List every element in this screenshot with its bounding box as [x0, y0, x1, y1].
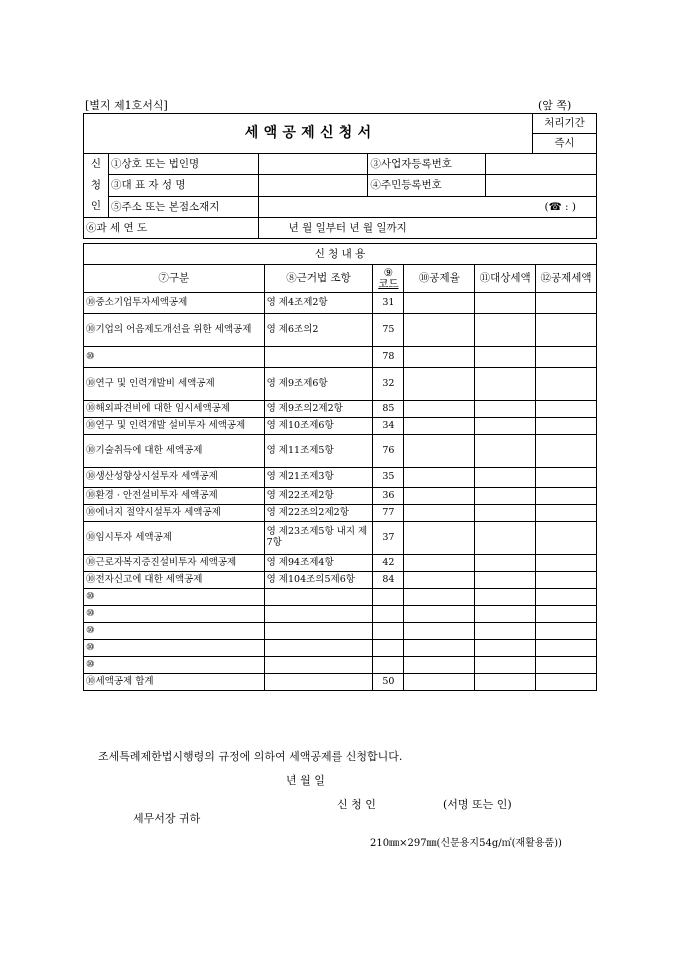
credit-code	[373, 657, 404, 674]
credit-rate-field[interactable]	[404, 623, 475, 640]
credit-basis	[264, 657, 373, 674]
business-reg-no-label: ③사업자등록번호	[368, 154, 486, 175]
credit-category: ⑩해외파견비에 대한 임시세액공제	[84, 401, 265, 418]
credit-basis	[264, 347, 373, 368]
applicant-signature-label: 신 청 인	[337, 798, 376, 811]
credit-amount-field[interactable]	[536, 314, 597, 347]
credit-row	[84, 314, 597, 347]
credit-rate-field[interactable]	[404, 418, 475, 435]
credit-amount-field[interactable]	[536, 293, 597, 314]
credit-target-field[interactable]	[475, 505, 536, 522]
credit-target-field[interactable]	[475, 623, 536, 640]
section-title: 신 청 내 용	[84, 244, 597, 265]
credit-target-field[interactable]	[475, 401, 536, 418]
credit-category: ⑩	[84, 347, 265, 368]
credit-basis	[264, 589, 373, 606]
credit-basis: 영 제23조제5항 내지 제7항	[264, 522, 373, 555]
credit-row	[84, 674, 597, 691]
credit-basis	[264, 606, 373, 623]
credit-code: 75	[373, 314, 404, 347]
col-category: ⑦구분	[84, 265, 265, 293]
credit-amount-field[interactable]	[536, 488, 597, 505]
credit-row	[84, 435, 597, 468]
credit-target-field[interactable]	[475, 293, 536, 314]
credit-row	[84, 640, 597, 657]
credit-code: 84	[373, 572, 404, 589]
credit-amount-field[interactable]	[536, 606, 597, 623]
credit-amount-field[interactable]	[536, 640, 597, 657]
credit-category: ⑩	[84, 657, 265, 674]
credit-code	[373, 623, 404, 640]
credit-row	[84, 293, 597, 314]
phone-label: (☎ : )	[544, 200, 576, 213]
credit-code: 36	[373, 488, 404, 505]
credit-category: ⑩	[84, 589, 265, 606]
credit-basis: 영 제104조의5제6항	[264, 572, 373, 589]
application-date[interactable]: 년 월 일	[286, 774, 325, 787]
credit-category: ⑩	[84, 623, 265, 640]
representative-name-label: ③대 표 자 성 명	[108, 175, 258, 196]
credit-basis	[264, 640, 373, 657]
credit-category: ⑩연구 및 인력개발비 세액공제	[84, 368, 265, 401]
credit-basis: 영 제4조제2항	[264, 293, 373, 314]
credit-code: 76	[373, 435, 404, 468]
credit-category: ⑩세액공제 합계	[84, 674, 265, 691]
application-statement: 조세특례제한법시행령의 규정에 의하여 세액공제를 신청합니다.	[98, 750, 403, 763]
credit-target-field[interactable]	[475, 606, 536, 623]
credit-row	[84, 347, 597, 368]
credit-row	[84, 606, 597, 623]
credit-category: ⑩생산성향상시설투자 세액공제	[84, 468, 265, 488]
credit-target-field[interactable]	[475, 488, 536, 505]
col-target-tax: ⑪대상세액	[475, 265, 536, 293]
credit-code: 31	[373, 293, 404, 314]
credit-row	[84, 401, 597, 418]
resident-reg-no-label: ④주민등록번호	[368, 175, 486, 196]
credit-row	[84, 418, 597, 435]
credit-rate-field[interactable]	[404, 347, 475, 368]
applicant-side-label: 신 청 인	[84, 154, 109, 218]
credit-rate-field[interactable]	[404, 401, 475, 418]
credit-amount-field[interactable]	[536, 347, 597, 368]
address-label: ⑤주소 또는 본점소재지	[108, 196, 258, 217]
address-field[interactable]	[258, 196, 596, 217]
credit-rate-field[interactable]	[404, 555, 475, 572]
company-name-label: ①상호 또는 법인명	[108, 154, 258, 175]
credit-rate-field[interactable]	[404, 368, 475, 401]
credit-amount-field[interactable]	[536, 468, 597, 488]
credit-basis	[264, 674, 373, 691]
col-credit-amount: ⑫공제세액	[536, 265, 597, 293]
credit-rate-field[interactable]	[404, 657, 475, 674]
credit-code: 34	[373, 418, 404, 435]
credit-target-field[interactable]	[475, 418, 536, 435]
credit-category: ⑩	[84, 640, 265, 657]
credit-row	[84, 522, 597, 555]
processing-period-label: 처리기간	[533, 114, 597, 134]
credit-target-field[interactable]	[475, 368, 536, 401]
page-side-label: (앞 쪽)	[538, 99, 572, 112]
credit-target-field[interactable]	[475, 468, 536, 488]
credit-category: ⑩환경 · 안전설비투자 세액공제	[84, 488, 265, 505]
credit-category: ⑩근로자복지증진설비투자 세액공제	[84, 555, 265, 572]
col-basis: ⑧근거법 조항	[264, 265, 373, 293]
credit-amount-field[interactable]	[536, 435, 597, 468]
paper-spec: 210㎜×297㎜(신문용지54g/㎡(재활용품))	[370, 838, 562, 849]
business-reg-no-field[interactable]	[486, 154, 597, 175]
credit-basis: 영 제11조제5항	[264, 435, 373, 468]
credit-basis: 영 제22조의2제2항	[264, 505, 373, 522]
credit-amount-field[interactable]	[536, 589, 597, 606]
credit-row	[84, 488, 597, 505]
credit-amount-field[interactable]	[536, 674, 597, 691]
credit-category: ⑩기업의 어음제도개선을 위한 세액공제	[84, 314, 265, 347]
credit-basis: 영 제22조제2항	[264, 488, 373, 505]
credit-code	[373, 606, 404, 623]
credit-target-field[interactable]	[475, 435, 536, 468]
representative-name-field[interactable]	[258, 175, 368, 196]
credit-row	[84, 657, 597, 674]
credit-rate-field[interactable]	[404, 435, 475, 468]
credit-target-field[interactable]	[475, 640, 536, 657]
credit-basis: 영 제10조제6항	[264, 418, 373, 435]
credit-amount-field[interactable]	[536, 657, 597, 674]
credit-basis: 영 제94조제4항	[264, 555, 373, 572]
credit-code: 35	[373, 468, 404, 488]
credit-basis: 영 제6조의2	[264, 314, 373, 347]
credit-rate-field[interactable]	[404, 488, 475, 505]
credit-rate-field[interactable]	[404, 293, 475, 314]
credit-row	[84, 623, 597, 640]
credit-basis	[264, 623, 373, 640]
credit-target-field[interactable]	[475, 522, 536, 555]
credit-amount-field[interactable]	[536, 572, 597, 589]
credit-row	[84, 368, 597, 401]
credit-rate-field[interactable]	[404, 522, 475, 555]
credit-rate-field[interactable]	[404, 314, 475, 347]
credit-code: 85	[373, 401, 404, 418]
credit-row	[84, 505, 597, 522]
credit-target-field[interactable]	[475, 589, 536, 606]
applicant-table	[83, 113, 597, 239]
credit-row	[84, 572, 597, 589]
application-content-table	[83, 243, 597, 691]
credit-target-field[interactable]	[475, 347, 536, 368]
credit-amount-field[interactable]	[536, 418, 597, 435]
credit-row	[84, 589, 597, 606]
credit-amount-field[interactable]	[536, 401, 597, 418]
credit-target-field[interactable]	[475, 674, 536, 691]
credit-row	[84, 555, 597, 572]
credit-category: ⑩전자신고에 대한 세액공제	[84, 572, 265, 589]
credit-row	[84, 468, 597, 488]
credit-amount-field[interactable]	[536, 555, 597, 572]
tax-year-period[interactable]: 년 월 일부터 년 월 일까지	[258, 218, 596, 239]
credit-target-field[interactable]	[475, 314, 536, 347]
tax-year-label: ⑥과 세 연 도	[84, 218, 259, 239]
col-rate: ⑩공제율	[404, 265, 475, 293]
credit-code: 37	[373, 522, 404, 555]
credit-code: 50	[373, 674, 404, 691]
credit-target-field[interactable]	[475, 657, 536, 674]
credit-basis: 영 제21조제3항	[264, 468, 373, 488]
credit-code	[373, 589, 404, 606]
credit-target-field[interactable]	[475, 555, 536, 572]
credit-category: ⑩중소기업투자세액공제	[84, 293, 265, 314]
credit-rate-field[interactable]	[404, 589, 475, 606]
credit-amount-field[interactable]	[536, 368, 597, 401]
credit-code: 78	[373, 347, 404, 368]
credit-code	[373, 640, 404, 657]
processing-period-value: 즉시	[533, 134, 597, 154]
form-title: 세 액 공 제 신 청 서	[84, 114, 533, 154]
credit-code: 32	[373, 368, 404, 401]
credit-code: 77	[373, 505, 404, 522]
signature-note[interactable]: (서명 또는 인)	[443, 798, 512, 811]
credit-basis: 영 제9조제6항	[264, 368, 373, 401]
credit-rate-field[interactable]	[404, 640, 475, 657]
credit-category: ⑩기술취득에 대한 세액공제	[84, 435, 265, 468]
credit-rate-field[interactable]	[404, 572, 475, 589]
credit-category: ⑩	[84, 606, 265, 623]
credit-amount-field[interactable]	[536, 623, 597, 640]
col-code: ⑨ 코드	[373, 265, 404, 293]
credit-rate-field[interactable]	[404, 674, 475, 691]
credit-target-field[interactable]	[475, 572, 536, 589]
form-number: [별지 제1호서식]	[85, 99, 168, 112]
credit-amount-field[interactable]	[536, 505, 597, 522]
credit-rate-field[interactable]	[404, 505, 475, 522]
company-name-field[interactable]	[258, 154, 368, 175]
recipient: 세무서장 귀하	[133, 812, 201, 825]
credit-basis: 영 제9조의2제2항	[264, 401, 373, 418]
credit-code: 42	[373, 555, 404, 572]
credit-rate-field[interactable]	[404, 606, 475, 623]
credit-category: ⑩연구 및 인력개발 설비투자 세액공제	[84, 418, 265, 435]
credit-rate-field[interactable]	[404, 468, 475, 488]
credit-category: ⑩에너지 절약시설투자 세액공제	[84, 505, 265, 522]
credit-amount-field[interactable]	[536, 522, 597, 555]
credit-category: ⑩임시투자 세액공제	[84, 522, 265, 555]
resident-reg-no-field[interactable]	[486, 175, 597, 196]
